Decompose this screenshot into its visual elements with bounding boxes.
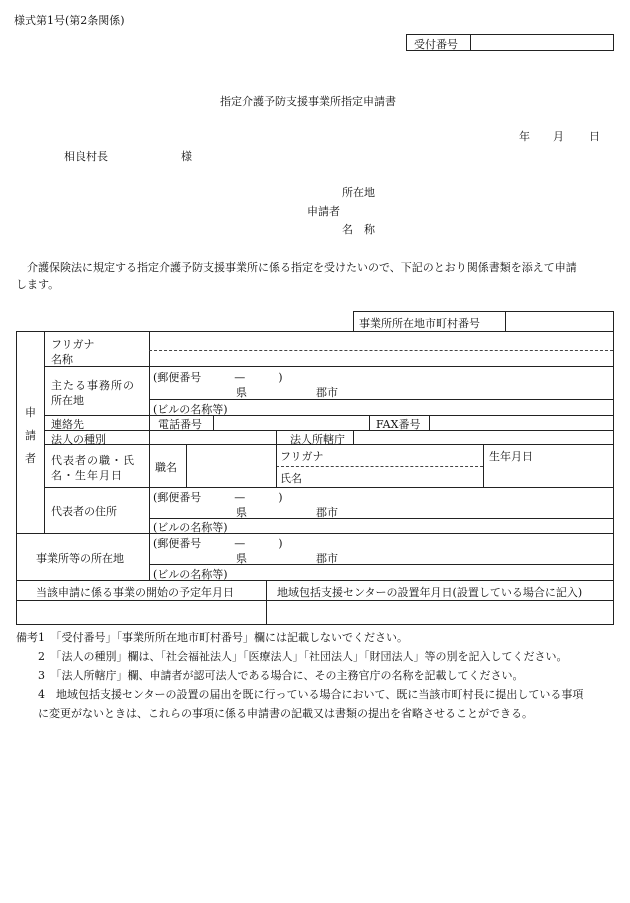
note-2: 2 「法人の種別」欄は、「社会福祉法人」「医療法人」「社団法人」「財団法人」等の別を記入してください。 [16, 650, 568, 663]
corp-authority-label: 法人所轄庁 [290, 433, 345, 446]
start-date-field[interactable] [18, 602, 264, 623]
phone-field[interactable] [215, 416, 367, 429]
municipality-code-label: 事業所所在地市町村番号 [359, 317, 480, 330]
corp-authority-field[interactable] [355, 431, 611, 443]
rep-address-county-city: 郡市 [316, 506, 338, 519]
office-location-postal[interactable]: (郵便番号 — ) [153, 537, 283, 550]
phone-label: 電話番号 [158, 418, 202, 431]
addressee-name: 相良村長 [64, 150, 108, 163]
name-field[interactable] [151, 352, 611, 365]
office-location-county-city: 郡市 [316, 552, 338, 565]
addressee-honorific: 様 [181, 150, 192, 163]
corp-type-field[interactable] [151, 431, 274, 443]
main-office-postal[interactable]: (郵便番号 — ) [153, 371, 283, 384]
office-location-building[interactable]: (ビルの名称等) [153, 568, 228, 581]
side-label-1: 申 [25, 406, 36, 419]
office-location-prefecture: 県 [236, 552, 247, 565]
rep-title-field[interactable] [188, 446, 274, 486]
side-label-2: 請 [25, 429, 36, 442]
birthdate-label: 生年月日 [489, 450, 533, 463]
page-title: 指定介護予防支援事業所指定申請書 [220, 95, 396, 108]
rep-address-building[interactable]: (ビルの名称等) [153, 521, 228, 534]
applicant-label: 申請者 [307, 205, 340, 218]
note-4: 4 地域包括支援センターの設置の届出を既に行っている場合において、既に当該市町村長に提出している事項 [16, 688, 584, 701]
note-1: 備考1 「受付番号」「事業所所在地市町村番号」欄には記載しないでください。 [16, 631, 408, 644]
rep-furigana-label: フリガナ [280, 450, 324, 463]
main-office-building[interactable]: (ビルの名称等) [153, 403, 228, 416]
note-3: 3 「法人所轄庁」欄、申請者が認可法人である場合に、その主務官庁の名称を記載してください。 [16, 669, 524, 682]
start-date-label: 当該申請に係る事業の開始の予定年月日 [36, 586, 234, 599]
fax-label: FAX番号 [376, 418, 421, 431]
office-location-label: 事業所等の所在地 [36, 552, 124, 565]
main-office-label-1: 主たる事務所の [51, 379, 135, 392]
fax-field[interactable] [431, 416, 611, 429]
rep-address-postal[interactable]: (郵便番号 — ) [153, 491, 283, 504]
date-day: 日 [589, 130, 600, 143]
applicant-address-label: 所在地 [342, 186, 375, 199]
furigana-field[interactable] [151, 335, 611, 349]
rep-address-prefecture: 県 [236, 506, 247, 519]
rep-title-label: 職名 [155, 461, 177, 474]
main-office-prefecture: 県 [236, 386, 247, 399]
name-label: 名称 [51, 353, 73, 366]
side-label-3: 者 [25, 452, 36, 465]
center-date-field[interactable] [268, 602, 612, 623]
rep-address-label: 代表者の住所 [51, 505, 117, 518]
intro-line-1: 介護保険法に規定する指定介護予防支援事業所に係る指定を受けたいので、下記のとおり関係書類を添えて申請 [16, 261, 577, 274]
date-month: 月 [553, 130, 564, 143]
rep-name-label: 氏名 [280, 472, 302, 485]
main-office-county-city: 郡市 [316, 386, 338, 399]
rep-label-2: 名・生年月日 [51, 469, 123, 482]
furigana-label: フリガナ [51, 338, 95, 351]
receipt-number-label: 受付番号 [414, 38, 458, 51]
main-office-label-2: 所在地 [51, 394, 84, 407]
rep-label-1: 代表者の職・氏 [51, 454, 135, 467]
intro-line-2: します。 [16, 278, 60, 291]
applicant-name-label: 名 称 [342, 223, 375, 236]
form-number: 様式第1号(第2条関係) [14, 14, 125, 27]
date-year: 年 [519, 130, 530, 143]
center-date-label: 地域包括支援センターの設置年月日(設置している場合に記入) [277, 586, 583, 599]
note-5: に変更がないときは、これらの事項に係る申請書の記載又は書類の提出を省略させることができる。 [16, 707, 533, 720]
contact-label: 連絡先 [51, 418, 84, 431]
corp-type-label: 法人の種別 [51, 433, 106, 446]
